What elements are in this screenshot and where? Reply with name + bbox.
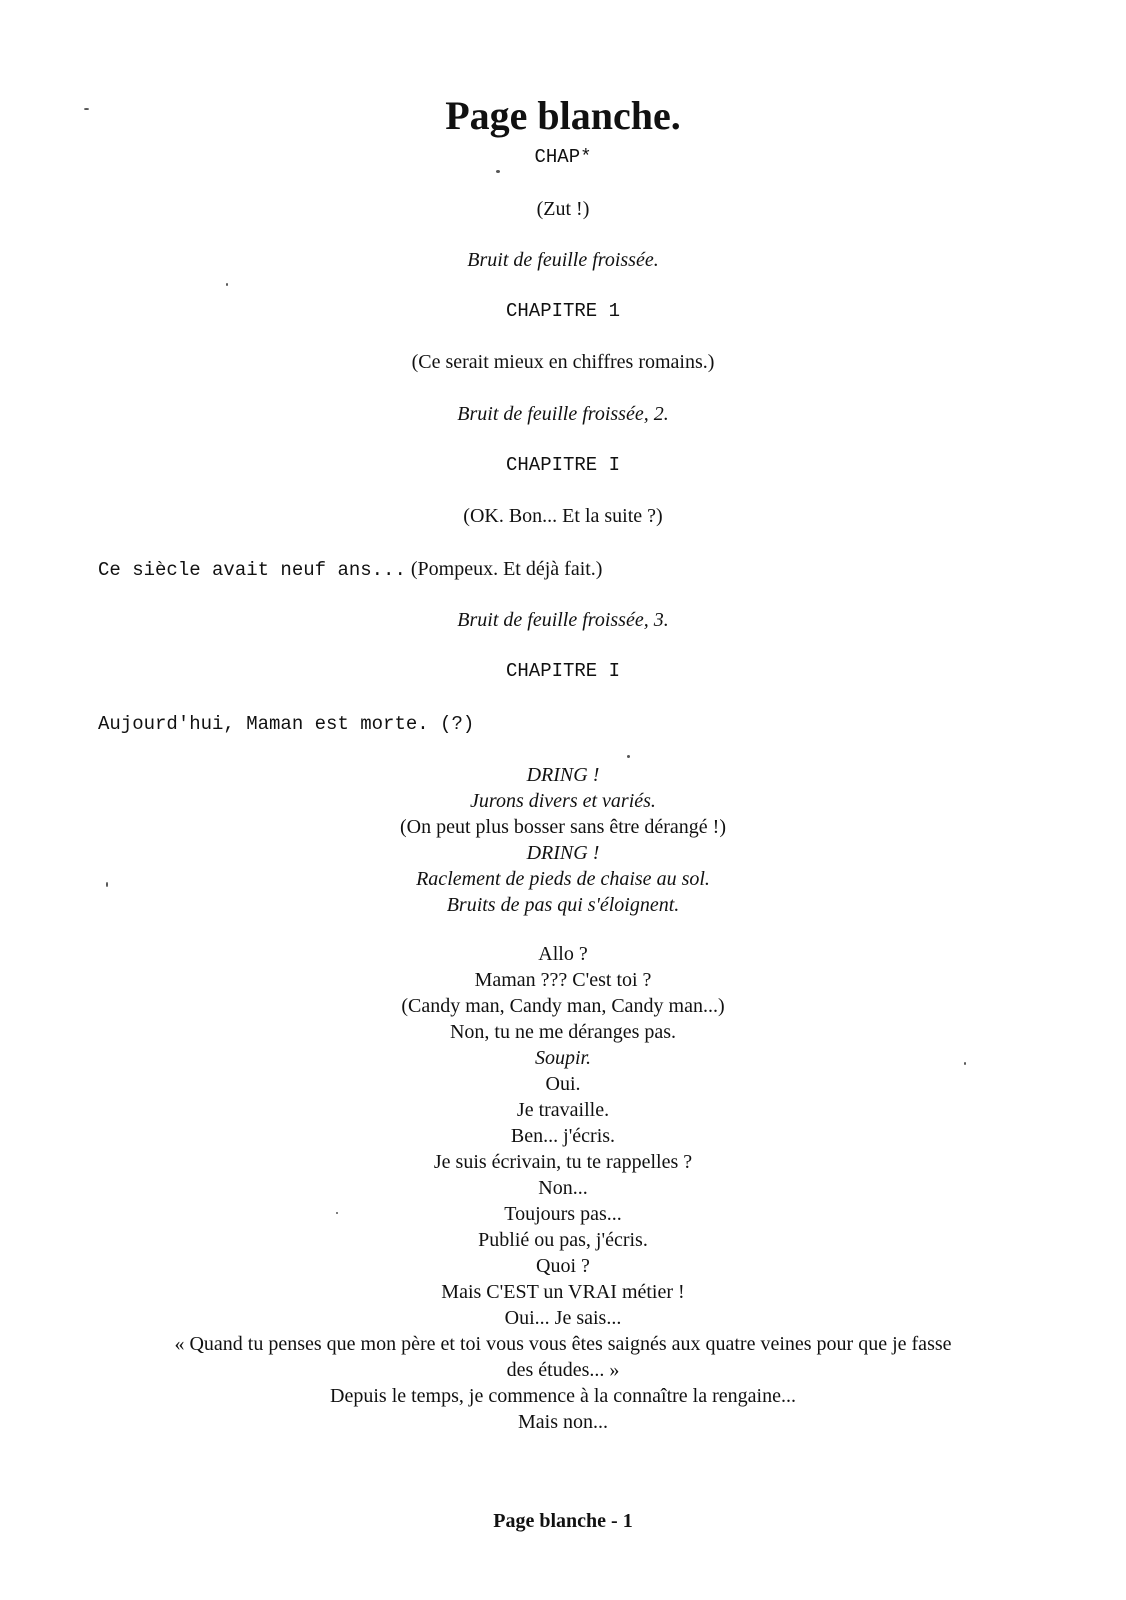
dialogue-line: Oui... Je sais... xyxy=(504,1307,622,1329)
scan-speck xyxy=(627,755,630,758)
stage-direction: Raclement de pieds de chaise au sol. xyxy=(416,868,710,890)
stage-direction: Bruit de feuille froissée. xyxy=(467,249,659,271)
scan-speck xyxy=(336,1212,338,1214)
stage-direction: DRING ! xyxy=(526,764,600,786)
stage-direction: Bruit de feuille froissée, 3. xyxy=(457,609,669,631)
stage-direction: Bruit de feuille froissée, 2. xyxy=(457,403,669,425)
chapter-heading: CHAPITRE 1 xyxy=(505,300,621,322)
dialogue-line: Non, tu ne me déranges pas. xyxy=(449,1021,677,1043)
stage-direction: Bruits de pas qui s'éloignent. xyxy=(446,894,680,916)
text-line: CHAP* xyxy=(534,146,592,168)
scan-speck xyxy=(106,882,108,887)
text-line: (OK. Bon... Et la suite ?) xyxy=(463,505,663,527)
dialogue-line: Non... xyxy=(538,1177,588,1199)
stage-direction: Jurons divers et variés. xyxy=(470,790,656,812)
chapter-heading: CHAPITRE I xyxy=(505,454,621,476)
dialogue-line: « Quand tu penses que mon père et toi vous vous êtes saignés aux quatre veines pour que je fasse xyxy=(174,1333,952,1355)
page-footer: Page blanche - 1 xyxy=(493,1510,633,1532)
dialogue-line: Publié ou pas, j'écris. xyxy=(478,1229,648,1251)
text-line-mixed xyxy=(98,556,1098,583)
dialogue-line: Maman ??? C'est toi ? xyxy=(474,969,652,991)
chapter-heading: CHAPITRE I xyxy=(505,660,621,682)
scan-speck xyxy=(964,1062,966,1065)
dialogue-line: Je travaille. xyxy=(516,1099,610,1121)
dialogue-line: Ben... j'écris. xyxy=(510,1125,616,1147)
text-line: (Ce serait mieux en chiffres romains.) xyxy=(411,351,715,373)
dialogue-line: Mais non... xyxy=(518,1411,608,1433)
stage-direction: Soupir. xyxy=(534,1047,592,1069)
text-line: (On peut plus bosser sans être dérangé !) xyxy=(399,816,726,838)
dialogue-line: Mais C'EST un VRAI métier ! xyxy=(441,1281,685,1303)
dialogue-line: (Candy man, Candy man, Candy man...) xyxy=(401,995,725,1017)
dialogue-line: Depuis le temps, je commence à la connaître la rengaine... xyxy=(330,1385,796,1407)
page-title: Page blanche. xyxy=(445,93,681,138)
mono-fragment: Ce siècle avait neuf ans... xyxy=(98,559,406,581)
dialogue-line: Quoi ? xyxy=(536,1255,590,1277)
dialogue-line: Toujours pas... xyxy=(504,1203,622,1225)
dialogue-line: des études... » xyxy=(506,1359,620,1381)
scan-speck xyxy=(84,108,89,110)
stage-direction: DRING ! xyxy=(526,842,600,864)
dialogue-line: Allo ? xyxy=(538,943,588,965)
serif-fragment: (Pompeux. Et déjà fait.) xyxy=(410,558,603,580)
scan-speck xyxy=(226,283,228,286)
text-line: Aujourd'hui, Maman est morte. (?) xyxy=(98,713,475,735)
dialogue-line: Oui. xyxy=(545,1073,581,1095)
scan-speck xyxy=(496,170,500,173)
dialogue-line: Je suis écrivain, tu te rappelles ? xyxy=(433,1151,693,1173)
text-line: (Zut !) xyxy=(536,198,590,220)
